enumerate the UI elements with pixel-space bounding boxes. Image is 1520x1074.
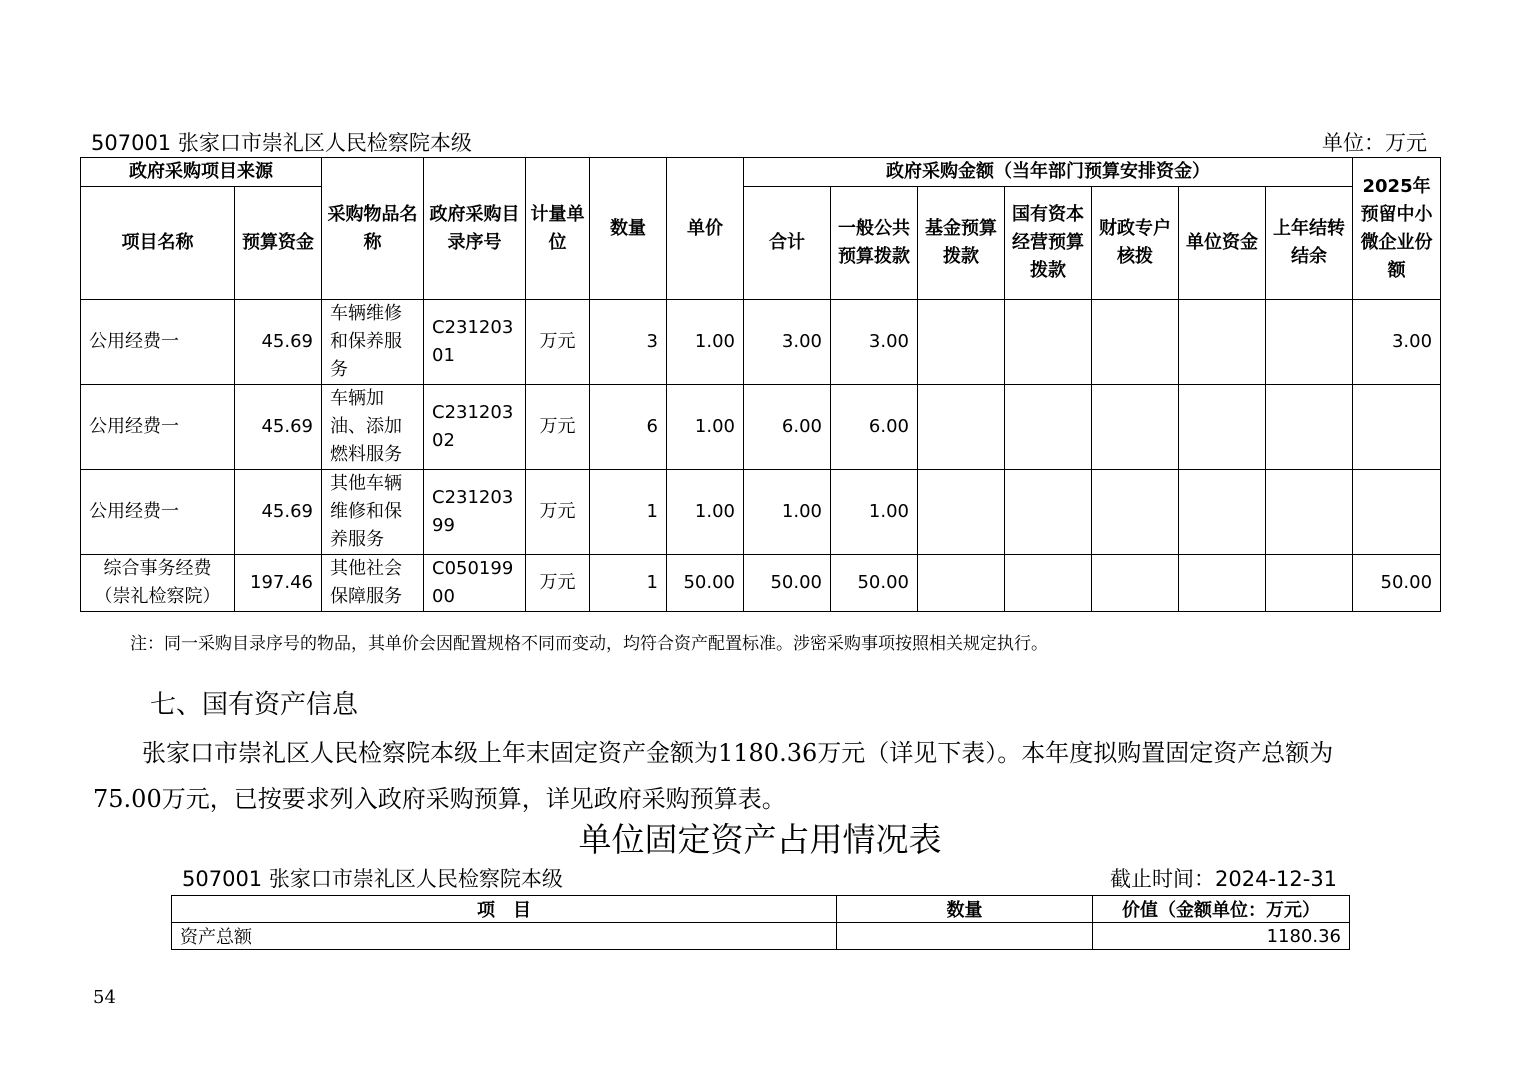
- asset-col-item-header: 项 目: [172, 896, 837, 923]
- cell-item: 车辆加油、添加燃料服务: [322, 385, 424, 470]
- cell-unit: 万元: [526, 470, 590, 555]
- asset-row-qty: [837, 923, 1093, 950]
- cell-special: [1092, 555, 1179, 612]
- asset-row-value: 1180.36: [1093, 923, 1350, 950]
- cell-own: [1179, 555, 1266, 612]
- cell-project: 综合事务经费（崇礼检察院）: [81, 555, 235, 612]
- table-row: [172, 923, 1350, 950]
- para-text: 万元（详见下表）。本年度拟购置固定资产总额为: [817, 739, 1334, 767]
- cell-price: 1.00: [667, 385, 744, 470]
- fixed-asset-amount: 1180.36: [718, 739, 818, 767]
- col-price-header: 单价: [667, 158, 744, 300]
- cell-fund: [918, 385, 1005, 470]
- cell-budget: 45.69: [235, 385, 322, 470]
- col-total-header: 合计: [744, 187, 831, 300]
- col-carry-header: 上年结转结余: [1266, 187, 1353, 300]
- col-item-header: 采购物品名称: [322, 158, 424, 300]
- cell-state: [1005, 470, 1092, 555]
- cell-total: 50.00: [744, 555, 831, 612]
- asset-header-row: [172, 896, 1350, 923]
- col-catalog-header: 政府采购目录序号: [424, 158, 526, 300]
- cell-price: 50.00: [667, 555, 744, 612]
- group-amount-header: 政府采购金额（当年部门预算安排资金）: [744, 158, 1353, 187]
- asset-table-title: 单位固定资产占用情况表: [578, 820, 942, 859]
- cell-qty: 6: [590, 385, 667, 470]
- table-row: [81, 470, 1441, 555]
- cell-unit: 万元: [526, 300, 590, 385]
- header-row-1: [81, 158, 1441, 187]
- asset-col-value-header: 价值（金额单位：万元）: [1093, 896, 1350, 923]
- cell-project: 公用经费一: [81, 385, 235, 470]
- paragraph-line-1: [142, 733, 1333, 768]
- cell-own: [1179, 470, 1266, 555]
- cutoff-date: 截止时间：2024-12-31: [1110, 867, 1338, 891]
- col-reserve-header: 2025年 预留中小微企业份额: [1353, 158, 1441, 300]
- header-row-2: [81, 187, 1441, 300]
- cell-special: [1092, 470, 1179, 555]
- cell-carry: [1266, 300, 1353, 385]
- procurement-table: [80, 157, 1441, 612]
- cell-total: 6.00: [744, 385, 831, 470]
- cell-fund: [918, 300, 1005, 385]
- cell-state: [1005, 300, 1092, 385]
- cell-catalog: C23120302: [424, 385, 526, 470]
- para-text: 张家口市崇礼区人民检察院本级上年末固定资产金额为: [142, 739, 718, 767]
- org-header: 507001 张家口市崇礼区人民检察院本级: [91, 131, 472, 155]
- cell-reserve: 50.00: [1353, 555, 1441, 612]
- cell-qty: 1: [590, 470, 667, 555]
- cell-item: 车辆维修和保养服务: [322, 300, 424, 385]
- org-header-2: 507001 张家口市崇礼区人民检察院本级: [182, 867, 563, 891]
- cell-unit: 万元: [526, 385, 590, 470]
- cell-qty: 3: [590, 300, 667, 385]
- col-special-header: 财政专户核拨: [1092, 187, 1179, 300]
- cell-total: 3.00: [744, 300, 831, 385]
- table-row: [81, 300, 1441, 385]
- asset-table: [171, 895, 1350, 950]
- cell-budget: 197.46: [235, 555, 322, 612]
- cell-item: 其他社会保障服务: [322, 555, 424, 612]
- cell-own: [1179, 385, 1266, 470]
- cell-carry: [1266, 470, 1353, 555]
- purchase-amount: 75.00: [93, 785, 162, 813]
- cell-own: [1179, 300, 1266, 385]
- cell-total: 1.00: [744, 470, 831, 555]
- cell-general: 1.00: [831, 470, 918, 555]
- section-title: 七、国有资产信息: [150, 690, 359, 720]
- cell-general: 6.00: [831, 385, 918, 470]
- col-own-header: 单位资金: [1179, 187, 1266, 300]
- col-fund-header: 基金预算拨款: [918, 187, 1005, 300]
- procurement-note: 注：同一采购目录序号的物品，其单价会因配置规格不同而变动，均符合资产配置标准。涉密采购事项按照相关规定执行。: [130, 634, 1048, 654]
- asset-col-qty-header: 数量: [837, 896, 1093, 923]
- page-number: 54: [93, 987, 116, 1008]
- cell-special: [1092, 300, 1179, 385]
- asset-row-label: 资产总额: [172, 923, 837, 950]
- paragraph-line-2: [93, 779, 786, 814]
- cell-catalog: C05019900: [424, 555, 526, 612]
- cell-item: 其他车辆维修和保养服务: [322, 470, 424, 555]
- cell-budget: 45.69: [235, 300, 322, 385]
- group-source-header: 政府采购项目来源: [81, 158, 322, 187]
- col-general-header: 一般公共预算拨款: [831, 187, 918, 300]
- cell-catalog: C23120301: [424, 300, 526, 385]
- unit-label: 单位：万元: [1322, 131, 1427, 155]
- cell-catalog: C23120399: [424, 470, 526, 555]
- cell-project: 公用经费一: [81, 470, 235, 555]
- cell-carry: [1266, 385, 1353, 470]
- cell-carry: [1266, 555, 1353, 612]
- cell-budget: 45.69: [235, 470, 322, 555]
- cell-state: [1005, 385, 1092, 470]
- table-row: [81, 555, 1441, 612]
- col-state-header: 国有资本经营预算拨款: [1005, 187, 1092, 300]
- cell-fund: [918, 470, 1005, 555]
- col-budget-header: 预算资金: [235, 187, 322, 300]
- table-row: [81, 385, 1441, 470]
- cell-fund: [918, 555, 1005, 612]
- cell-special: [1092, 385, 1179, 470]
- cell-qty: 1: [590, 555, 667, 612]
- cell-price: 1.00: [667, 300, 744, 385]
- cell-project: 公用经费一: [81, 300, 235, 385]
- cell-reserve: [1353, 470, 1441, 555]
- cell-general: 3.00: [831, 300, 918, 385]
- col-qty-header: 数量: [590, 158, 667, 300]
- cell-general: 50.00: [831, 555, 918, 612]
- cell-price: 1.00: [667, 470, 744, 555]
- cell-unit: 万元: [526, 555, 590, 612]
- cell-state: [1005, 555, 1092, 612]
- cell-reserve: 3.00: [1353, 300, 1441, 385]
- para-text: 万元，已按要求列入政府采购预算，详见政府采购预算表。: [161, 785, 786, 813]
- col-unit-header: 计量单位: [526, 158, 590, 300]
- col-project-header: 项目名称: [81, 187, 235, 300]
- cell-reserve: [1353, 385, 1441, 470]
